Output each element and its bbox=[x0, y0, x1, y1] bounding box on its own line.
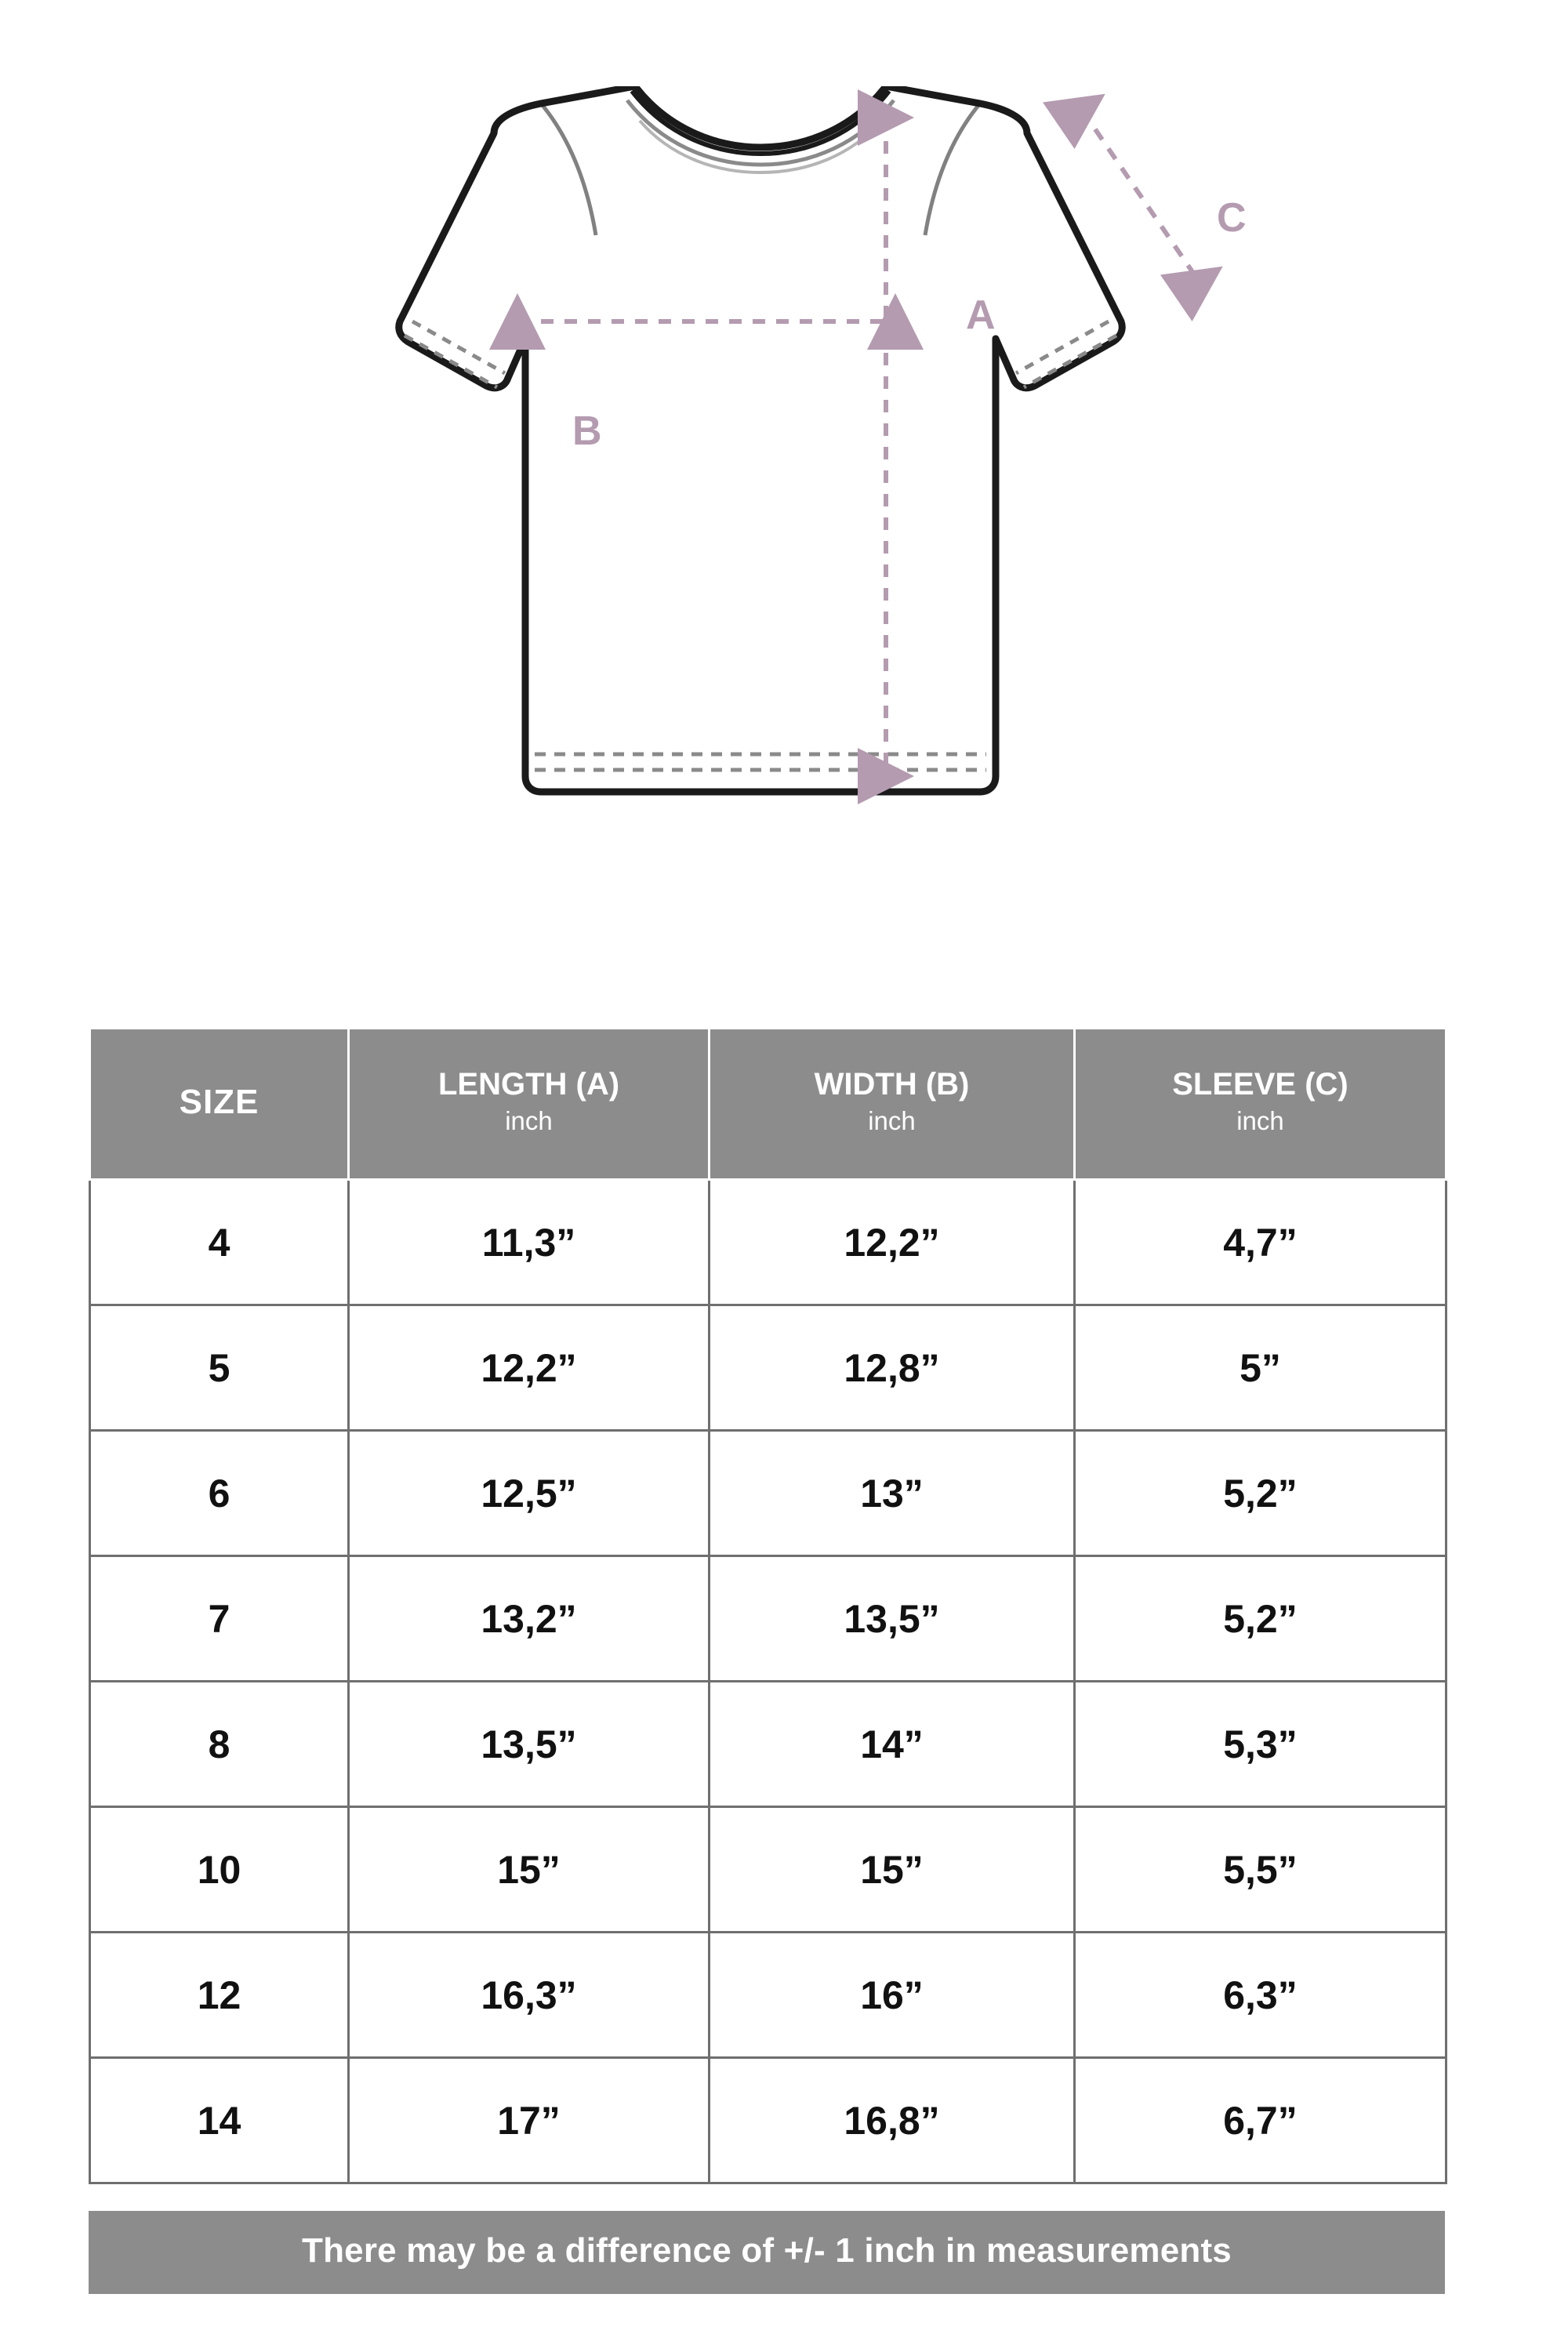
cell-sleeve: 6,3” bbox=[1075, 1933, 1446, 2058]
table-row bbox=[90, 2058, 1446, 2183]
cell-size: 10 bbox=[90, 1807, 349, 1933]
column-header-length-unit: inch bbox=[505, 1105, 553, 1135]
cell-size: 6 bbox=[90, 1431, 349, 1556]
cell-width: 13” bbox=[710, 1431, 1075, 1556]
cell-sleeve: 5” bbox=[1075, 1305, 1446, 1431]
table-row bbox=[90, 1556, 1446, 1682]
table-row bbox=[90, 1933, 1446, 2058]
column-header-width-unit: inch bbox=[868, 1105, 916, 1135]
cell-size: 5 bbox=[90, 1305, 349, 1431]
column-header-width bbox=[710, 1029, 1075, 1180]
cell-width: 16,8” bbox=[710, 2058, 1075, 2183]
column-header-sleeve-main: SLEEVE (C) bbox=[1172, 1066, 1348, 1102]
cell-length: 12,5” bbox=[349, 1431, 710, 1556]
table-row bbox=[90, 1305, 1446, 1431]
length-label: A bbox=[966, 292, 996, 338]
cell-sleeve: 5,2” bbox=[1075, 1556, 1446, 1682]
column-header-length-main: LENGTH (A) bbox=[437, 1066, 620, 1102]
cell-sleeve: 4,7” bbox=[1075, 1180, 1446, 1305]
sleeve-arrow bbox=[1082, 110, 1200, 282]
tshirt-measurement-diagram bbox=[0, 0, 1568, 1011]
size-table bbox=[89, 1027, 1447, 2184]
cell-width: 14” bbox=[710, 1682, 1075, 1807]
table-row bbox=[90, 1180, 1446, 1305]
column-header-size-main: SIZE bbox=[179, 1082, 260, 1121]
table-row bbox=[90, 1682, 1446, 1807]
column-header-sleeve-unit: inch bbox=[1236, 1105, 1284, 1135]
width-label: B bbox=[572, 408, 603, 454]
cell-sleeve: 6,7” bbox=[1075, 2058, 1446, 2183]
cell-sleeve: 5,3” bbox=[1075, 1682, 1446, 1807]
cell-length: 15” bbox=[349, 1807, 710, 1933]
cell-size: 7 bbox=[90, 1556, 349, 1682]
shirt-outline bbox=[399, 86, 1122, 792]
cell-size: 8 bbox=[90, 1682, 349, 1807]
table-row bbox=[90, 1431, 1446, 1556]
cell-size: 4 bbox=[90, 1180, 349, 1305]
cell-length: 17” bbox=[349, 2058, 710, 2183]
table-row bbox=[90, 1807, 1446, 1933]
tshirt-illustration bbox=[259, 86, 1309, 902]
cell-size: 14 bbox=[90, 2058, 349, 2183]
column-header-width-main: WIDTH (B) bbox=[814, 1066, 970, 1102]
column-header-sleeve bbox=[1075, 1029, 1446, 1180]
column-header-length bbox=[349, 1029, 710, 1180]
column-header-size bbox=[90, 1029, 349, 1180]
cell-length: 11,3” bbox=[349, 1180, 710, 1305]
cell-sleeve: 5,2” bbox=[1075, 1431, 1446, 1556]
cell-sleeve: 5,5” bbox=[1075, 1807, 1446, 1933]
cell-length: 13,2” bbox=[349, 1556, 710, 1682]
cell-width: 16” bbox=[710, 1933, 1075, 2058]
cell-size: 12 bbox=[90, 1933, 349, 2058]
size-chart bbox=[89, 1027, 1445, 2294]
cell-width: 12,2” bbox=[710, 1180, 1075, 1305]
cell-length: 12,2” bbox=[349, 1305, 710, 1431]
cell-width: 12,8” bbox=[710, 1305, 1075, 1431]
cell-length: 16,3” bbox=[349, 1933, 710, 2058]
measurement-note: There may be a difference of +/- 1 inch in measurements bbox=[89, 2211, 1445, 2294]
cell-length: 13,5” bbox=[349, 1682, 710, 1807]
sleeve-label: C bbox=[1217, 195, 1247, 241]
cell-width: 13,5” bbox=[710, 1556, 1075, 1682]
cell-width: 15” bbox=[710, 1807, 1075, 1933]
table-header-row bbox=[90, 1029, 1446, 1180]
